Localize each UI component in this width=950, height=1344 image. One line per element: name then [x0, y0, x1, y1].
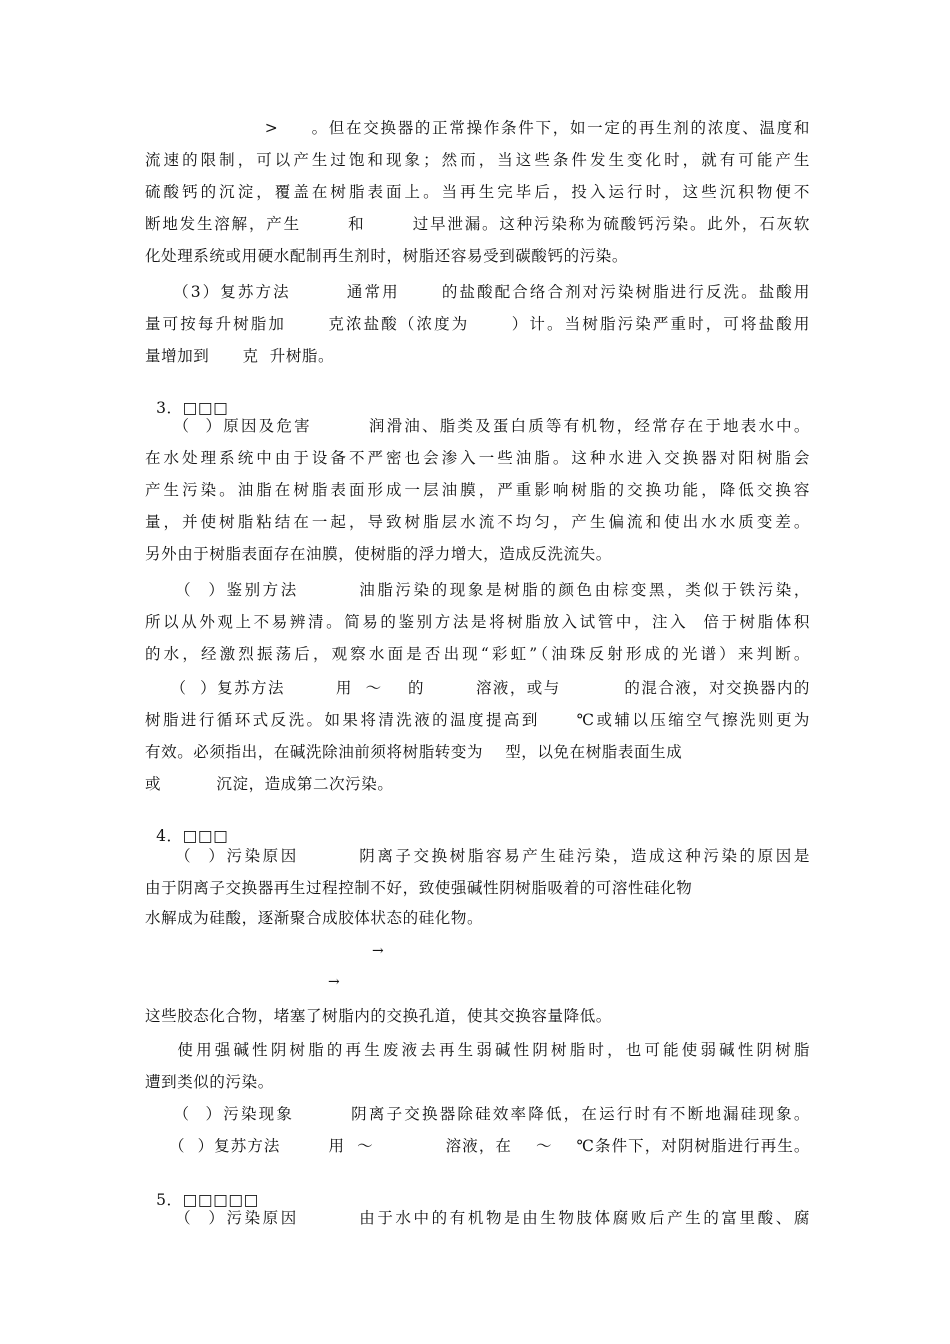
text-line: 树脂进行循环式反洗。如果将清洗液的温度提高到 ℃或辅以压缩空气擦洗则更为	[145, 711, 810, 729]
text-line: 在水处理系统中由于设备不严密也会渗入一些油脂。这种水进入交换器对阳树脂会	[145, 449, 810, 467]
text-line: 的水，经激烈振荡后，观察水面是否出现“彩虹”（油珠反射形成的光谱）来判断。	[145, 645, 810, 663]
text-line: 流速的限制，可以产生过饱和现象；然而，当这些条件发生变化时，就有可能产生	[145, 151, 810, 169]
text-line: > 。但在交换器的正常操作条件下，如一定的再生剂的浓度、温度和	[145, 119, 810, 137]
text-line: 断地发生溶解，产生 和 过早泄漏。这种污染称为硫酸钙污染。此外，石灰软	[145, 215, 810, 233]
text-line: （ ）原因及危害 润滑油、脂类及蛋白质等有机物，经常存在于地表水中。	[145, 417, 810, 435]
section-title-placeholder: □□□	[182, 399, 229, 417]
section-heading	[145, 1170, 810, 1210]
section-title-placeholder: □□□□□	[182, 1191, 259, 1209]
section-heading	[145, 378, 810, 418]
text-line: 产生污染。油脂在树脂表面形成一层油膜，严重影响树脂的交换功能，降低交换容	[145, 481, 810, 499]
text-line: 有效。必须指出，在碱洗除油前须将树脂转变为 型，以免在树脂表面生成	[145, 743, 683, 761]
text-line: （ ）污染现象 阴离子交换器除硅效率降低，在运行时有不断地漏硅现象。	[145, 1105, 810, 1123]
text-line: （ ）污染原因 由于水中的有机物是由生物肢体腐败后产生的富里酸、腐	[145, 1209, 810, 1227]
text-line: （ ）复苏方法 用 ～ 的 溶液，或与 的混合液，对交换器内的	[145, 679, 810, 697]
text-line: 使用强碱性阴树脂的再生废液去再生弱碱性阴树脂时，也可能使弱碱性阴树脂	[145, 1041, 810, 1059]
section-title-placeholder: □□□	[182, 827, 229, 845]
text-line: （ ）鉴别方法 油脂污染的现象是树脂的颜色由棕变黑，类似于铁污染，	[145, 581, 810, 599]
text-line: 水解成为硅酸，逐渐聚合成胶体状态的硅化物。	[145, 909, 484, 927]
text-line: 所以从外观上不易辨清。简易的鉴别方法是将树脂放入试管中，注入 倍于树脂体积	[145, 613, 810, 631]
text-line: （ ）污染原因 阴离子交换树脂容易产生硅污染，造成这种污染的原因是	[145, 847, 810, 865]
text-line: （3）复苏方法 通常用 的盐酸配合络合剂对污染树脂进行反洗。盐酸用	[145, 283, 810, 301]
section-number: 3．	[156, 399, 183, 417]
text-line: 量，并使树脂粘结在一起，导致树脂层水流不均匀，产生偏流和使出水水质变差。	[145, 513, 810, 531]
text-line: 化处理系统或用硬水配制再生剂时，树脂还容易受到碳酸钙的污染。	[145, 247, 629, 265]
text-line: 硫酸钙的沉淀，覆盖在树脂表面上。当再生完毕后，投入运行时，这些沉积物便不	[145, 183, 810, 201]
text-line: 遭到类似的污染。	[145, 1073, 274, 1091]
text-line: 这些胶态化合物，堵塞了树脂内的交换孔道，使其交换容量降低。	[145, 1007, 612, 1025]
text-line: 由于阴离子交换器再生过程控制不好，致使强碱性阴树脂吸着的可溶性硅化物	[145, 879, 693, 897]
text-line: 另外由于树脂表面存在油膜，使树脂的浮力增大，造成反洗流失。	[145, 545, 612, 563]
reaction-arrow: →	[372, 943, 384, 959]
text-line: 或 沉淀，造成第二次污染。	[145, 775, 394, 793]
section-heading	[145, 806, 810, 846]
reaction-arrow: →	[328, 974, 340, 990]
section-number: 5．	[156, 1191, 183, 1209]
text-line: 量增加到 克 升树脂。	[145, 347, 335, 365]
text-line: （ ）复苏方法 用 ～ 溶液，在 ～ ℃条件下，对阴树脂进行再生。	[145, 1137, 810, 1155]
text-line: 量可按每升树脂加 克浓盐酸（浓度为 ）计。当树脂污染严重时，可将盐酸用	[145, 315, 810, 333]
section-number: 4．	[156, 827, 183, 845]
